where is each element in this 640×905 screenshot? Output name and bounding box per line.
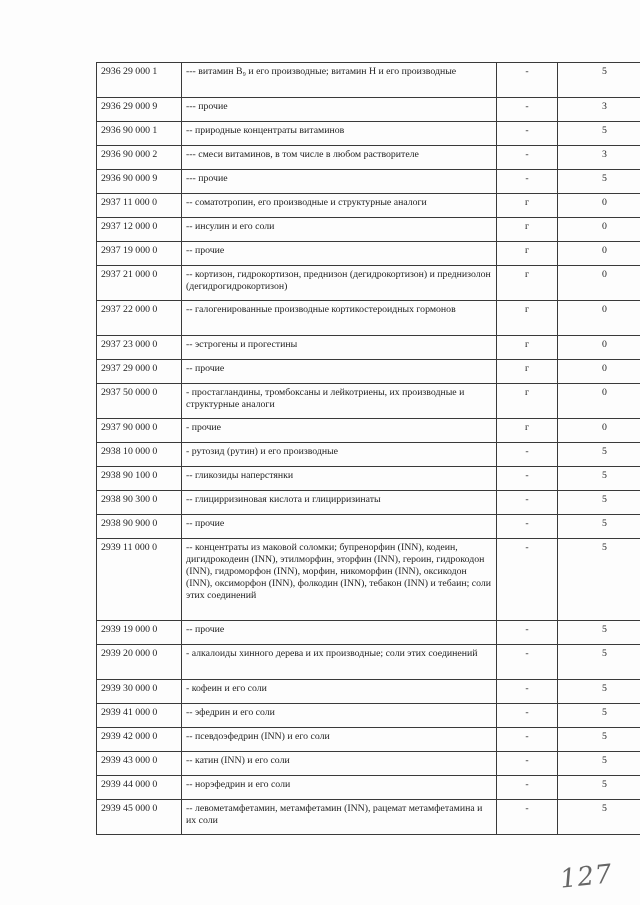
commodity-code-cell: 2939 45 000 0 — [97, 800, 182, 835]
duty-rate-cell: 5 — [558, 776, 640, 800]
unit-cell: - — [497, 539, 558, 621]
unit-cell: г — [497, 194, 558, 218]
description-cell: -- прочие — [182, 360, 497, 384]
description-cell: -- левометамфетамин, метамфетамин (INN), рацемат метамфетамина и их соли — [182, 800, 497, 835]
duty-rate-cell: 5 — [558, 645, 640, 680]
unit-cell: г — [497, 301, 558, 336]
table-row — [97, 301, 640, 336]
tariff-table — [96, 62, 640, 835]
duty-rate-cell: 5 — [558, 800, 640, 835]
table-row — [97, 218, 640, 242]
commodity-code-cell: 2937 22 000 0 — [97, 301, 182, 336]
commodity-code-cell: 2936 90 000 1 — [97, 122, 182, 146]
duty-rate-cell: 5 — [558, 752, 640, 776]
unit-cell: - — [497, 122, 558, 146]
description-cell: -- эфедрин и его соли — [182, 704, 497, 728]
description-cell: -- прочие — [182, 242, 497, 266]
unit-cell: - — [497, 704, 558, 728]
commodity-code-cell: 2937 12 000 0 — [97, 218, 182, 242]
description-cell: -- галогенированные производные кортикостероидных гормонов — [182, 301, 497, 336]
description-cell: -- соматотропин, его производные и структурные аналоги — [182, 194, 497, 218]
table-row — [97, 242, 640, 266]
table-row — [97, 336, 640, 360]
duty-rate-cell: 0 — [558, 419, 640, 443]
table-row — [97, 491, 640, 515]
description-cell: - кофеин и его соли — [182, 680, 497, 704]
duty-rate-cell: 5 — [558, 728, 640, 752]
unit-cell: - — [497, 170, 558, 194]
commodity-code-cell: 2938 90 900 0 — [97, 515, 182, 539]
commodity-code-cell: 2937 29 000 0 — [97, 360, 182, 384]
description-cell: -- норэфедрин и его соли — [182, 776, 497, 800]
handwritten-page-number: 127 — [558, 859, 615, 895]
commodity-code-cell: 2939 41 000 0 — [97, 704, 182, 728]
duty-rate-cell: 0 — [558, 384, 640, 419]
commodity-code-cell: 2938 10 000 0 — [97, 443, 182, 467]
tariff-table-body — [97, 63, 640, 835]
table-row — [97, 146, 640, 170]
description-cell: -- концентраты из маковой соломки; бупренорфин (INN), кодеин, дигидрокодеин (INN), этилморфин, эторфин (INN), героин, гидрокодон (INN), гидроморфон (INN), морфин, никоморфин (INN), оксикодон (INN), оксиморфон (INN), фолкодин (INN), тебакон (INN) и тебаин; соли этих соединений — [182, 539, 497, 621]
duty-rate-cell: 0 — [558, 336, 640, 360]
unit-cell: - — [497, 98, 558, 122]
unit-cell: г — [497, 266, 558, 301]
table-row — [97, 98, 640, 122]
unit-cell: г — [497, 336, 558, 360]
commodity-code-cell: 2939 20 000 0 — [97, 645, 182, 680]
unit-cell: - — [497, 621, 558, 645]
unit-cell: - — [497, 443, 558, 467]
commodity-code-cell: 2939 44 000 0 — [97, 776, 182, 800]
description-cell: --- прочие — [182, 98, 497, 122]
description-cell: -- эстрогены и прогестины — [182, 336, 497, 360]
commodity-code-cell: 2939 42 000 0 — [97, 728, 182, 752]
duty-rate-cell: 5 — [558, 680, 640, 704]
unit-cell: г — [497, 218, 558, 242]
description-cell: - прочие — [182, 419, 497, 443]
unit-cell: г — [497, 242, 558, 266]
description-cell: - алкалоиды хинного дерева и их производные; соли этих соединений — [182, 645, 497, 680]
table-row — [97, 776, 640, 800]
description-cell: -- прочие — [182, 621, 497, 645]
commodity-code-cell: 2936 29 000 9 — [97, 98, 182, 122]
table-row — [97, 467, 640, 491]
commodity-code-cell: 2939 30 000 0 — [97, 680, 182, 704]
table-row — [97, 194, 640, 218]
duty-rate-cell: 0 — [558, 218, 640, 242]
duty-rate-cell: 3 — [558, 146, 640, 170]
duty-rate-cell: 0 — [558, 242, 640, 266]
table-row — [97, 443, 640, 467]
unit-cell: - — [497, 752, 558, 776]
commodity-code-cell: 2936 90 000 2 — [97, 146, 182, 170]
commodity-code-cell: 2936 29 000 1 — [97, 63, 182, 98]
unit-cell: - — [497, 515, 558, 539]
duty-rate-cell: 5 — [558, 621, 640, 645]
unit-cell: - — [497, 800, 558, 835]
description-cell: -- инсулин и его соли — [182, 218, 497, 242]
duty-rate-cell: 5 — [558, 539, 640, 621]
table-row — [97, 728, 640, 752]
duty-rate-cell: 5 — [558, 443, 640, 467]
table-row — [97, 360, 640, 384]
commodity-code-cell: 2937 23 000 0 — [97, 336, 182, 360]
commodity-code-cell: 2937 19 000 0 — [97, 242, 182, 266]
unit-cell: г — [497, 360, 558, 384]
table-row — [97, 63, 640, 98]
commodity-code-cell: 2939 19 000 0 — [97, 621, 182, 645]
unit-cell: - — [497, 491, 558, 515]
description-cell: -- природные концентраты витаминов — [182, 122, 497, 146]
description-cell: -- прочие — [182, 515, 497, 539]
duty-rate-cell: 5 — [558, 63, 640, 98]
unit-cell: - — [497, 645, 558, 680]
duty-rate-cell: 5 — [558, 122, 640, 146]
commodity-code-cell: 2938 90 300 0 — [97, 491, 182, 515]
commodity-code-cell: 2939 43 000 0 — [97, 752, 182, 776]
unit-cell: г — [497, 384, 558, 419]
duty-rate-cell: 0 — [558, 360, 640, 384]
description-cell: - простагландины, тромбоксаны и лейкотриены, их производные и структурные аналоги — [182, 384, 497, 419]
description-cell: -- псевдоэфедрин (INN) и его соли — [182, 728, 497, 752]
description-cell: -- гликозиды наперстянки — [182, 467, 497, 491]
table-row — [97, 515, 640, 539]
description-cell: --- прочие — [182, 170, 497, 194]
duty-rate-cell: 5 — [558, 170, 640, 194]
unit-cell: - — [497, 467, 558, 491]
table-row — [97, 680, 640, 704]
unit-cell: - — [497, 63, 558, 98]
unit-cell: г — [497, 419, 558, 443]
unit-cell: - — [497, 146, 558, 170]
commodity-code-cell: 2937 11 000 0 — [97, 194, 182, 218]
duty-rate-cell: 0 — [558, 266, 640, 301]
duty-rate-cell: 3 — [558, 98, 640, 122]
commodity-code-cell: 2937 90 000 0 — [97, 419, 182, 443]
duty-rate-cell: 0 — [558, 194, 640, 218]
commodity-code-cell: 2937 21 000 0 — [97, 266, 182, 301]
table-row — [97, 752, 640, 776]
table-row — [97, 800, 640, 835]
table-row — [97, 384, 640, 419]
description-cell: - рутозид (рутин) и его производные — [182, 443, 497, 467]
table-row — [97, 122, 640, 146]
commodity-code-cell: 2939 11 000 0 — [97, 539, 182, 621]
commodity-code-cell: 2937 50 000 0 — [97, 384, 182, 419]
table-row — [97, 621, 640, 645]
unit-cell: - — [497, 728, 558, 752]
unit-cell: - — [497, 680, 558, 704]
table-row — [97, 704, 640, 728]
description-cell: -- глицирризиновая кислота и глицирризинаты — [182, 491, 497, 515]
unit-cell: - — [497, 776, 558, 800]
duty-rate-cell: 5 — [558, 467, 640, 491]
table-row — [97, 170, 640, 194]
table-row — [97, 645, 640, 680]
table-row — [97, 266, 640, 301]
table-row — [97, 539, 640, 621]
description-cell: --- витамин B₉ и его производные; витамин H и его производные — [182, 63, 497, 98]
duty-rate-cell: 5 — [558, 515, 640, 539]
duty-rate-cell: 5 — [558, 491, 640, 515]
commodity-code-cell: 2936 90 000 9 — [97, 170, 182, 194]
description-cell: --- смеси витаминов, в том числе в любом растворителе — [182, 146, 497, 170]
table-row — [97, 419, 640, 443]
duty-rate-cell: 5 — [558, 704, 640, 728]
description-cell: -- кортизон, гидрокортизон, преднизон (дегидрокортизон) и преднизолон (дегидрогидрокортизон) — [182, 266, 497, 301]
duty-rate-cell: 0 — [558, 301, 640, 336]
description-cell: -- катин (INN) и его соли — [182, 752, 497, 776]
commodity-code-cell: 2938 90 100 0 — [97, 467, 182, 491]
